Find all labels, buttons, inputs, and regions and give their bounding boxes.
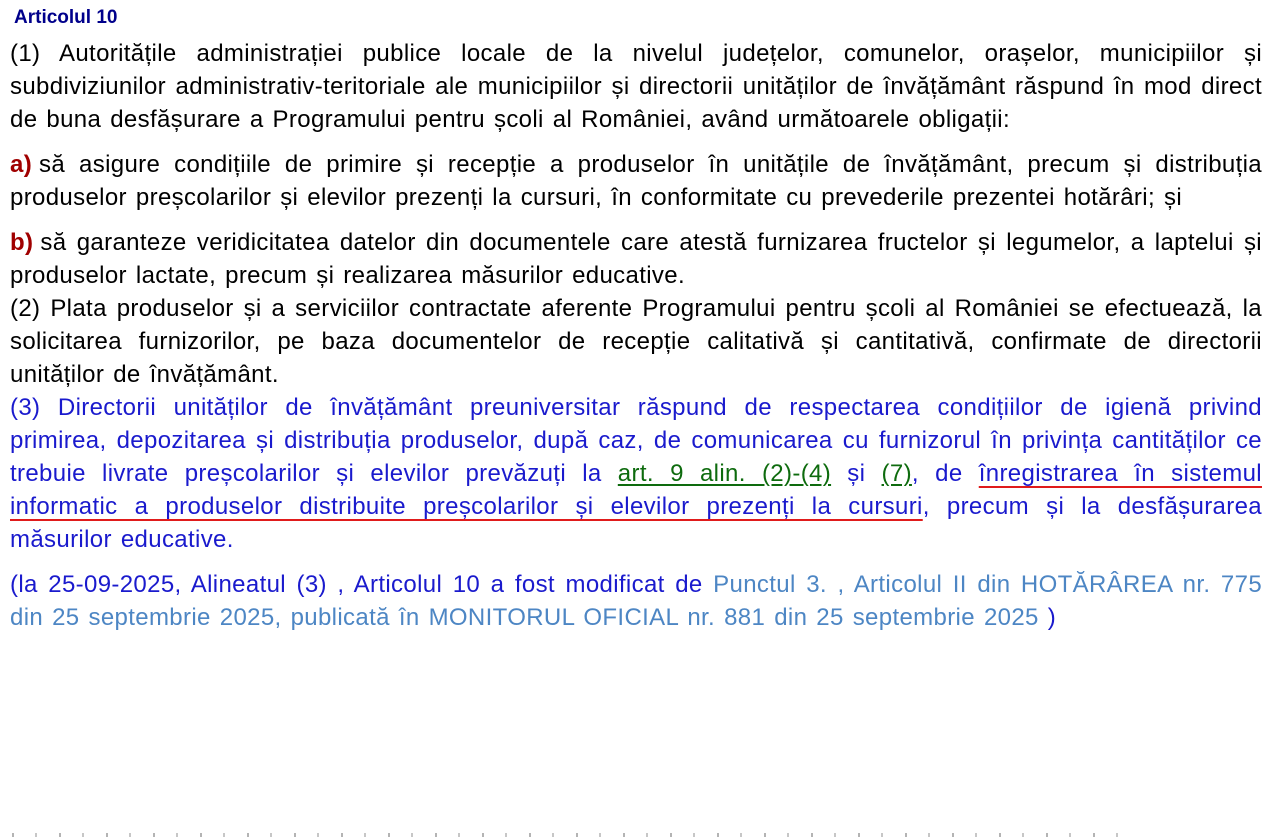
- paragraph-3-tail: , precum și la desfășurarea măsurilor educative.: [10, 493, 1262, 553]
- paragraph-letter-b: [10, 226, 1262, 292]
- article-heading: Articolul 10: [14, 7, 118, 28]
- link-punctul-3[interactable]: Punctul 3.: [713, 571, 827, 598]
- letter-b-label: b): [10, 229, 34, 256]
- modification-note-separator-1: ,: [826, 571, 854, 598]
- link-art-9-alin-2-4[interactable]: art. 9 alin. (2)-(4): [617, 460, 832, 487]
- modified-phrase-red-underline: înregistrarea în sistemul informatic a produselor distribuite preșcolarilor și elevilor prezenți la cursuri: [10, 460, 1262, 520]
- link-monitorul-oficial-881[interactable]: MONITORUL OFICIAL nr. 881 din 25 septembrie 2025: [428, 604, 1039, 631]
- clipped-next-text-line: [12, 833, 1140, 837]
- paragraph-1: [10, 37, 1262, 136]
- modification-note-suffix: ): [1038, 604, 1057, 631]
- letter-a-label: a): [10, 151, 33, 178]
- modification-note: [10, 568, 1262, 634]
- modification-note-prefix: (la 25-09-2025, Alineatul (3) , Articolul 10 a fost modificat de: [10, 571, 714, 598]
- paragraph-3-mid: , de: [911, 460, 979, 487]
- paragraph-3-intro: (3) Directorii unităților de învățământ preuniversitar răspund de respectarea condițiilor de igienă privind primirea, depozitarea și distribuția produselor, după caz, de comunicarea cu furnizorul în privința cantităților ce trebuie livrate preșcolarilor și elevilor prevăzuți la: [10, 394, 1262, 487]
- paragraph-3: [10, 391, 1262, 556]
- paragraph-1-text: (1) Autoritățile administrației publice locale de la nivelul județelor, comunelor, orașelor, municipiilor și subdiviziunilor administrativ-teritoriale ale municipiilor și directorii unităților de învățământ răspund în mod direct de buna desfășurare a Programului pentru școli al României, având următoarele obligații:: [10, 40, 1262, 133]
- link-hotararea-775[interactable]: Articolul II din HOTĂRÂREA nr. 775 din 25 septembrie 2025: [10, 571, 1263, 631]
- modification-note-separator-2: , publicată în: [274, 604, 429, 631]
- letter-a-text: să asigure condițiile de primire și recepție a produselor în unitățile de învățământ, precum și distribuția produselor preșcolarilor și elevilor prezenți la cursuri, în conformitate cu prevederile prezentei hotărâri; și: [10, 151, 1262, 211]
- link-alin-7[interactable]: (7): [881, 460, 912, 487]
- paragraph-letter-a: [10, 148, 1262, 214]
- paragraph-3-conjunction: și: [831, 460, 882, 487]
- paragraph-2: [10, 292, 1262, 391]
- letter-b-text: să garanteze veridicitatea datelor din documentele care atestă furnizarea fructelor și legumelor, a laptelui și produselor lactate, precum și realizarea măsurilor educative.: [10, 229, 1262, 289]
- paragraph-2-text: (2) Plata produselor și a serviciilor contractate aferente Programului pentru școli al României se efectuează, la solicitarea furnizorilor, pe baza documentelor de recepție calitativă și cantitativă, confirmate de directorii unităților de învățământ.: [10, 295, 1262, 388]
